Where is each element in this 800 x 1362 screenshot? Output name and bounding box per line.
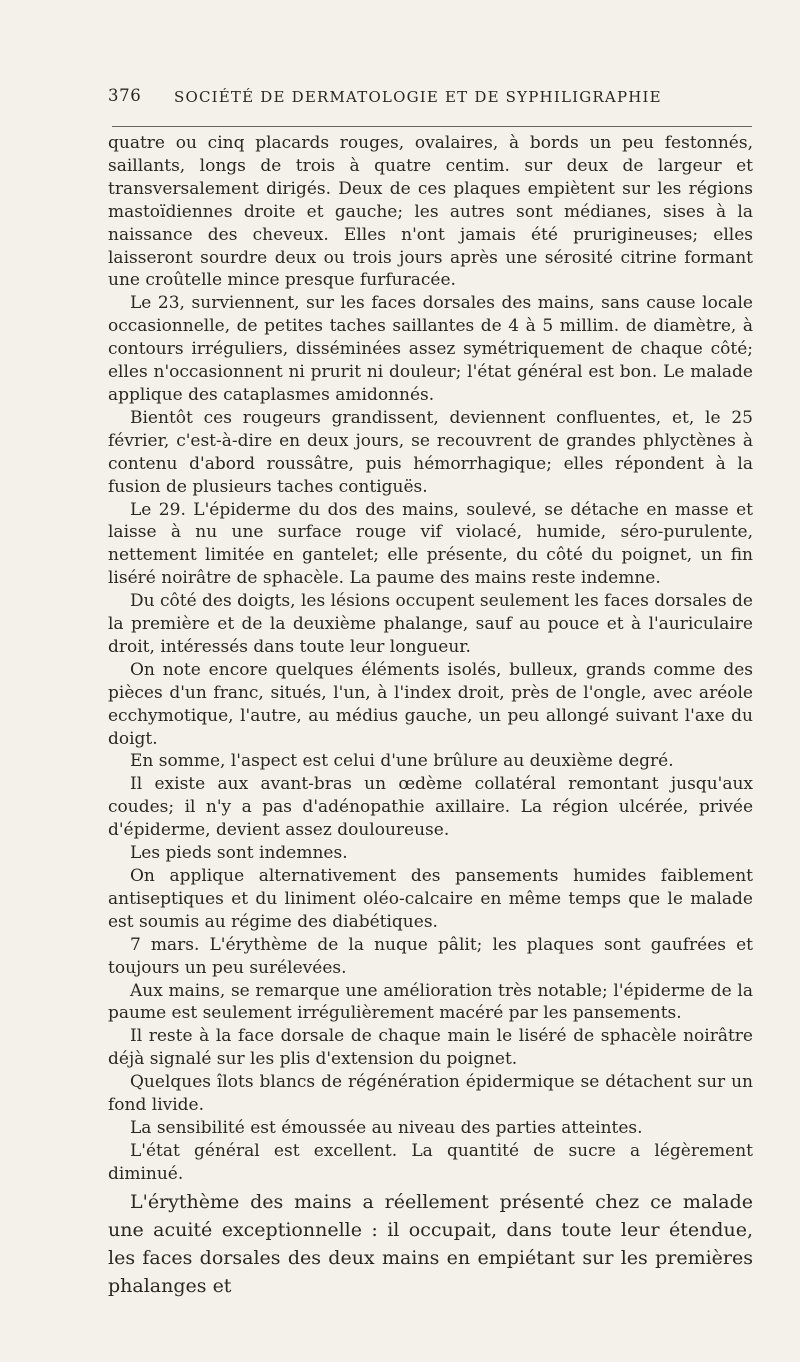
paragraph: quatre ou cinq placards rouges, ovalaires, à bords un peu festonnés, saillants, longs de trois à quatre centim. sur deux de largeur et transversalement dirigés. Deux de ces plaques empiètent sur les régions mastoïdiennes droite et gauche; les autres sont médianes, sises à la naissance des cheveux. Elles n'ont jamais été prurigineuses; elles laisseront sourdre deux ou trois jours après une sérosité citrine formant une croûtelle mince presque furfuracée. — [108, 133, 753, 291]
paragraph: L'érythème des mains a réellement présenté chez ce malade une acuité exceptionnelle : il occupait, dans toute leur étendue, les faces dorsales des deux mains en empiétant sur les premières phalanges et — [108, 1191, 753, 1297]
paragraph: Les pieds sont indemnes. — [130, 843, 348, 864]
paragraph: Du côté des doigts, les lésions occupent seulement les faces dorsales de la première et de la deuxième phalange, sauf au pouce et à l'auriculaire droit, intéressés dans toute leur longueur. — [108, 591, 753, 657]
paragraph: Aux mains, se remarque une amélioration très notable; l'épiderme de la paume est seulement irrégulièrement macéré par les pansements. — [108, 980, 753, 1024]
page-header — [108, 86, 753, 116]
paragraph: Il reste à la face dorsale de chaque main le liséré de sphacèle noirâtre déjà signalé sur les plis d'extension du poignet. — [108, 1026, 753, 1070]
paragraph: Le 23, surviennent, sur les faces dorsales des mains, sans cause locale occasionnelle, de petites taches saillantes de 4 à 5 millim. de diamètre, à contours irréguliers, disséminées assez symétriquement de chaque côté; elles n'occasionnent ni prurit ni douleur; l'état général est bon. Le malade applique des cataplasmes amidonnés. — [108, 293, 753, 405]
paragraph: L'état général est excellent. La quantité de sucre a légèrement diminué. — [108, 1140, 753, 1184]
paragraph: Il existe aux avant-bras un œdème collatéral remontant jusqu'aux coudes; il n'y a pas d'adénopathie axillaire. La région ulcérée, privée d'épiderme, devient assez douloureuse. — [108, 774, 753, 841]
running-title: SOCIÉTÉ DE DERMATOLOGIE ET DE SYPHILIGRAPHIE — [174, 88, 662, 106]
paragraph: On applique alternativement des pansements humides faiblement antiseptiques et du liniment oléo-calcaire en même temps que le malade est soumis au régime des diabétiques. — [108, 866, 753, 932]
paragraph: On note encore quelques éléments isolés, bulleux, grands comme des pièces d'un franc, situés, l'un, à l'index droit, près de l'ongle, avec aréole ecchymotique, l'autre, au médius gauche, un peu allongé suivant l'axe du doigt. — [108, 659, 753, 749]
paragraph: En somme, l'aspect est celui d'une brûlure au deuxième degré. — [130, 751, 674, 772]
paragraph: Le 29. L'épiderme du dos des mains, soulevé, se détache en masse et laisse à nu une surface rouge vif violacé, humide, séro-purulente, nettement limitée en gantelet; elle présente, du côté du poignet, un fin liséré noirâtre de sphacèle. La paume des mains reste indemne. — [108, 499, 753, 589]
paragraph: Bientôt ces rougeurs grandissent, deviennent confluentes, et, le 25 février, c'est-à-dire en deux jours, se recouvrent de grandes phlyctènes à contenu d'abord roussâtre, puis hémorrhagique; elles répondent à la fusion de plusieurs taches contiguës. — [108, 407, 753, 497]
paragraph: 7 mars. L'érythème de la nuque pâlit; les plaques sont gaufrées et toujours un peu surélevées. — [108, 934, 753, 978]
paragraph: Quelques îlots blancs de régénération épidermique se détachent sur un fond livide. — [108, 1072, 753, 1116]
header-rule — [112, 126, 752, 127]
page-number: 376 — [108, 86, 142, 105]
discussion-text — [108, 1188, 753, 1300]
observation-text — [108, 132, 753, 1186]
paragraph: La sensibilité est émoussée au niveau des parties atteintes. — [130, 1117, 643, 1138]
